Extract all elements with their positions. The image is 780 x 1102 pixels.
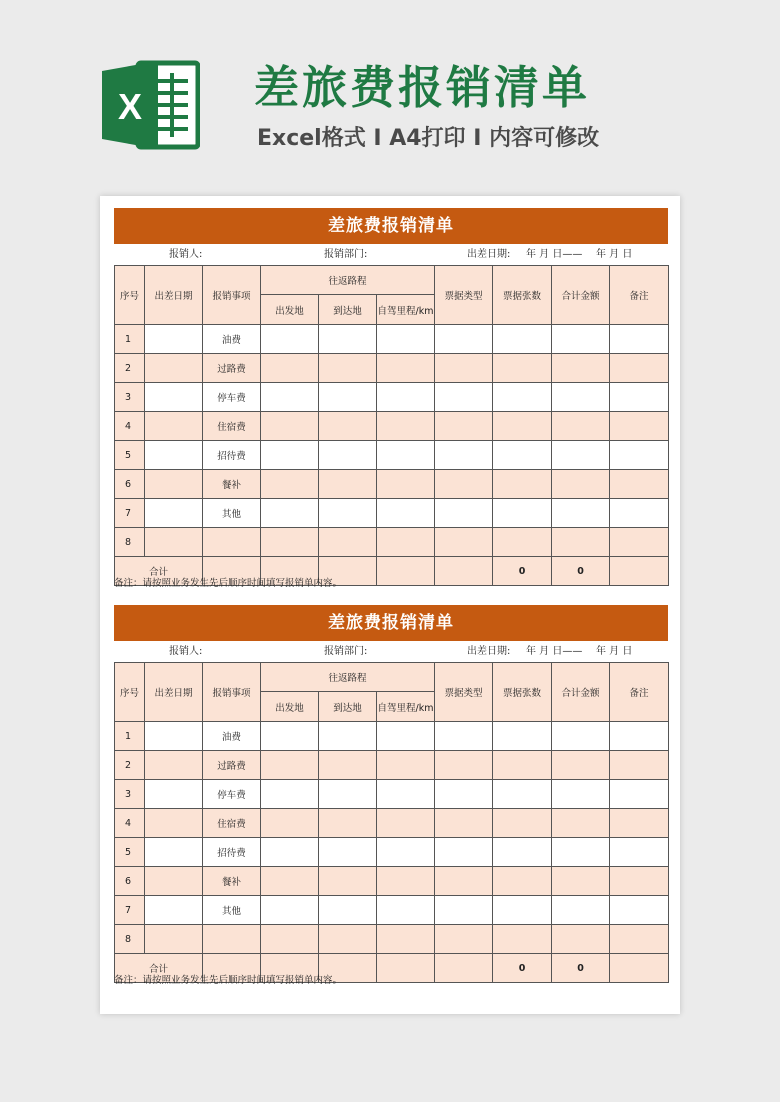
- row-input-cell[interactable]: [493, 722, 552, 751]
- row-input-cell[interactable]: [377, 412, 435, 441]
- row-input-cell[interactable]: [319, 867, 377, 896]
- row-input-cell[interactable]: [552, 925, 610, 954]
- row-item-cell: [203, 925, 261, 954]
- row-input-cell[interactable]: [319, 325, 377, 354]
- table-row: [115, 722, 669, 751]
- row-seq-cell: 6: [115, 867, 145, 896]
- page-title: 差旅费报销清单: [254, 61, 591, 114]
- row-input-cell[interactable]: [493, 470, 552, 499]
- table-row: [115, 528, 669, 557]
- row-input-cell[interactable]: [552, 499, 610, 528]
- row-input-cell[interactable]: [552, 867, 610, 896]
- row-input-cell[interactable]: [493, 441, 552, 470]
- sum-label: 合计: [115, 954, 203, 983]
- row-seq-cell: 8: [115, 528, 145, 557]
- row-input-cell[interactable]: [145, 896, 203, 925]
- row-input-cell[interactable]: [319, 412, 377, 441]
- table-row: [115, 325, 669, 354]
- row-input-cell[interactable]: [377, 499, 435, 528]
- row-input-cell[interactable]: [261, 838, 319, 867]
- row-item-cell: 过路费: [203, 354, 261, 383]
- row-input-cell[interactable]: [552, 780, 610, 809]
- row-input-cell[interactable]: [552, 809, 610, 838]
- row-input-cell[interactable]: [435, 470, 493, 499]
- row-input-cell[interactable]: [377, 751, 435, 780]
- row-input-cell[interactable]: [145, 383, 203, 412]
- row-input-cell[interactable]: [145, 780, 203, 809]
- row-input-cell[interactable]: [552, 528, 610, 557]
- row-input-cell[interactable]: [435, 499, 493, 528]
- row-item-cell: [203, 528, 261, 557]
- col-header-to: 到达地: [319, 692, 377, 722]
- row-input-cell[interactable]: [261, 499, 319, 528]
- row-input-cell[interactable]: [145, 722, 203, 751]
- col-header-remark: 备注: [610, 266, 669, 325]
- row-input-cell[interactable]: [261, 809, 319, 838]
- row-seq-cell: 7: [115, 896, 145, 925]
- row-input-cell[interactable]: [261, 383, 319, 412]
- row-input-cell[interactable]: [435, 896, 493, 925]
- row-input-cell[interactable]: [610, 838, 669, 867]
- row-input-cell[interactable]: [610, 528, 669, 557]
- row-input-cell[interactable]: [377, 325, 435, 354]
- row-input-cell[interactable]: [145, 751, 203, 780]
- table-row: [115, 383, 669, 412]
- row-input-cell[interactable]: [319, 809, 377, 838]
- row-input-cell[interactable]: [435, 441, 493, 470]
- row-input-cell[interactable]: [493, 499, 552, 528]
- form-info-row: [114, 244, 668, 266]
- row-item-cell: 油费: [203, 722, 261, 751]
- row-input-cell[interactable]: [610, 441, 669, 470]
- col-header-remark: 备注: [610, 663, 669, 722]
- col-header-ticket-count: 票据张数: [493, 266, 552, 325]
- row-input-cell[interactable]: [610, 751, 669, 780]
- table-row: [115, 354, 669, 383]
- col-header-ticket-type: 票据类型: [435, 663, 493, 722]
- table-row: [115, 780, 669, 809]
- row-input-cell[interactable]: [261, 354, 319, 383]
- row-input-cell[interactable]: [435, 780, 493, 809]
- row-seq-cell: 7: [115, 499, 145, 528]
- row-seq-cell: 3: [115, 383, 145, 412]
- row-input-cell[interactable]: [552, 354, 610, 383]
- date-to: 年 月 日: [596, 646, 633, 657]
- row-input-cell[interactable]: [145, 809, 203, 838]
- row-input-cell[interactable]: [145, 354, 203, 383]
- row-input-cell[interactable]: [261, 412, 319, 441]
- col-header-total: 合计金额: [552, 266, 610, 325]
- row-item-cell: 其他: [203, 499, 261, 528]
- row-input-cell[interactable]: [552, 722, 610, 751]
- sum-label: 合计: [115, 557, 203, 586]
- row-input-cell[interactable]: [610, 809, 669, 838]
- col-header-route: 往返路程: [261, 663, 435, 692]
- logo-letter: X: [117, 86, 143, 127]
- sum-ticket-count: 0: [493, 954, 552, 983]
- table-row: [115, 751, 669, 780]
- row-item-cell: 住宿费: [203, 412, 261, 441]
- table-row: [115, 499, 669, 528]
- col-header-from: 出发地: [261, 295, 319, 325]
- col-header-mileage: 自驾里程/km: [377, 295, 435, 325]
- row-input-cell[interactable]: [493, 751, 552, 780]
- sum-total-amount: 0: [552, 954, 610, 983]
- row-input-cell[interactable]: [261, 925, 319, 954]
- row-input-cell[interactable]: [261, 441, 319, 470]
- row-input-cell[interactable]: [493, 896, 552, 925]
- row-seq-cell: 1: [115, 722, 145, 751]
- row-input-cell[interactable]: [610, 780, 669, 809]
- page-subtitle: Excel格式 I A4打印 I 内容可修改: [257, 126, 600, 151]
- row-input-cell[interactable]: [610, 722, 669, 751]
- row-input-cell[interactable]: [552, 412, 610, 441]
- row-input-cell[interactable]: [319, 470, 377, 499]
- row-input-cell[interactable]: [377, 925, 435, 954]
- table-row: [115, 925, 669, 954]
- col-header-mileage: 自驾里程/km: [377, 692, 435, 722]
- row-input-cell[interactable]: [552, 751, 610, 780]
- date-from: 年 月 日——: [526, 646, 583, 657]
- excel-logo-icon: [100, 57, 200, 153]
- department-label: 报销部门:: [324, 249, 368, 260]
- col-header-total: 合计金额: [552, 663, 610, 722]
- table-row: [115, 809, 669, 838]
- row-input-cell[interactable]: [493, 867, 552, 896]
- row-input-cell[interactable]: [377, 722, 435, 751]
- col-header-item: 报销事项: [203, 266, 261, 325]
- row-item-cell: 过路费: [203, 751, 261, 780]
- row-input-cell[interactable]: [319, 722, 377, 751]
- row-item-cell: 餐补: [203, 867, 261, 896]
- row-input-cell[interactable]: [493, 809, 552, 838]
- row-input-cell[interactable]: [377, 838, 435, 867]
- row-input-cell[interactable]: [552, 441, 610, 470]
- row-seq-cell: 5: [115, 441, 145, 470]
- row-input-cell[interactable]: [261, 751, 319, 780]
- row-input-cell[interactable]: [552, 896, 610, 925]
- page-header: [0, 0, 780, 180]
- row-input-cell[interactable]: [145, 441, 203, 470]
- col-header-ticket-type: 票据类型: [435, 266, 493, 325]
- row-input-cell[interactable]: [493, 383, 552, 412]
- row-input-cell[interactable]: [377, 441, 435, 470]
- table-row: [115, 412, 669, 441]
- row-seq-cell: 2: [115, 751, 145, 780]
- row-item-cell: 招待费: [203, 838, 261, 867]
- row-input-cell[interactable]: [493, 780, 552, 809]
- row-seq-cell: 6: [115, 470, 145, 499]
- row-input-cell[interactable]: [435, 722, 493, 751]
- col-header-to: 到达地: [319, 295, 377, 325]
- row-item-cell: 招待费: [203, 441, 261, 470]
- row-input-cell[interactable]: [319, 499, 377, 528]
- row-input-cell[interactable]: [493, 925, 552, 954]
- expense-table: [114, 662, 669, 983]
- expense-table: [114, 265, 669, 586]
- row-item-cell: 油费: [203, 325, 261, 354]
- trip-date-label: 出差日期:: [467, 249, 511, 260]
- row-input-cell[interactable]: [145, 867, 203, 896]
- table-row: [115, 838, 669, 867]
- row-input-cell[interactable]: [261, 470, 319, 499]
- reporter-label: 报销人:: [169, 646, 203, 657]
- row-input-cell[interactable]: [435, 325, 493, 354]
- row-input-cell[interactable]: [319, 751, 377, 780]
- date-from: 年 月 日——: [526, 249, 583, 260]
- row-input-cell[interactable]: [319, 528, 377, 557]
- row-input-cell[interactable]: [493, 412, 552, 441]
- row-input-cell[interactable]: [610, 896, 669, 925]
- table-row: [115, 470, 669, 499]
- row-item-cell: 住宿费: [203, 809, 261, 838]
- row-input-cell[interactable]: [319, 383, 377, 412]
- row-input-cell[interactable]: [493, 325, 552, 354]
- row-item-cell: 其他: [203, 896, 261, 925]
- row-input-cell[interactable]: [552, 838, 610, 867]
- row-input-cell[interactable]: [435, 751, 493, 780]
- row-input-cell[interactable]: [610, 867, 669, 896]
- row-seq-cell: 1: [115, 325, 145, 354]
- sum-ticket-count: 0: [493, 557, 552, 586]
- row-input-cell[interactable]: [145, 325, 203, 354]
- row-input-cell[interactable]: [552, 383, 610, 412]
- col-header-date: 出差日期: [145, 266, 203, 325]
- row-input-cell[interactable]: [319, 354, 377, 383]
- form-title: 差旅费报销清单: [114, 605, 668, 641]
- row-item-cell: 餐补: [203, 470, 261, 499]
- row-input-cell[interactable]: [377, 780, 435, 809]
- row-input-cell[interactable]: [610, 354, 669, 383]
- row-input-cell[interactable]: [377, 809, 435, 838]
- row-input-cell[interactable]: [552, 470, 610, 499]
- row-input-cell[interactable]: [435, 528, 493, 557]
- row-input-cell[interactable]: [435, 925, 493, 954]
- sum-total-amount: 0: [552, 557, 610, 586]
- table-row: [115, 896, 669, 925]
- row-input-cell[interactable]: [261, 896, 319, 925]
- row-input-cell[interactable]: [610, 925, 669, 954]
- row-input-cell[interactable]: [319, 441, 377, 470]
- col-header-ticket-count: 票据张数: [493, 663, 552, 722]
- row-input-cell[interactable]: [145, 838, 203, 867]
- row-input-cell[interactable]: [435, 412, 493, 441]
- department-label: 报销部门:: [324, 646, 368, 657]
- row-seq-cell: 2: [115, 354, 145, 383]
- document-sheet: [100, 196, 680, 1014]
- date-to: 年 月 日: [596, 249, 633, 260]
- row-input-cell[interactable]: [377, 896, 435, 925]
- row-input-cell[interactable]: [319, 896, 377, 925]
- row-seq-cell: 4: [115, 809, 145, 838]
- row-input-cell[interactable]: [261, 528, 319, 557]
- row-input-cell[interactable]: [377, 528, 435, 557]
- row-input-cell[interactable]: [261, 867, 319, 896]
- col-header-from: 出发地: [261, 692, 319, 722]
- form-info-row: [114, 641, 668, 663]
- form-title: 差旅费报销清单: [114, 208, 668, 244]
- row-input-cell[interactable]: [435, 354, 493, 383]
- row-input-cell[interactable]: [610, 325, 669, 354]
- row-input-cell[interactable]: [145, 499, 203, 528]
- row-input-cell[interactable]: [261, 780, 319, 809]
- col-header-item: 报销事项: [203, 663, 261, 722]
- row-input-cell[interactable]: [493, 838, 552, 867]
- row-input-cell[interactable]: [377, 354, 435, 383]
- row-input-cell[interactable]: [319, 925, 377, 954]
- table-row: [115, 867, 669, 896]
- row-input-cell[interactable]: [377, 470, 435, 499]
- col-header-route: 往返路程: [261, 266, 435, 295]
- row-seq-cell: 3: [115, 780, 145, 809]
- row-input-cell[interactable]: [319, 780, 377, 809]
- row-input-cell[interactable]: [493, 528, 552, 557]
- col-header-date: 出差日期: [145, 663, 203, 722]
- row-input-cell[interactable]: [435, 809, 493, 838]
- row-input-cell[interactable]: [377, 867, 435, 896]
- row-input-cell[interactable]: [319, 838, 377, 867]
- row-seq-cell: 5: [115, 838, 145, 867]
- row-input-cell[interactable]: [610, 383, 669, 412]
- row-input-cell[interactable]: [261, 325, 319, 354]
- row-input-cell[interactable]: [261, 722, 319, 751]
- row-input-cell[interactable]: [610, 499, 669, 528]
- row-input-cell[interactable]: [610, 412, 669, 441]
- row-seq-cell: 4: [115, 412, 145, 441]
- row-item-cell: 停车费: [203, 780, 261, 809]
- row-input-cell[interactable]: [435, 838, 493, 867]
- row-input-cell[interactable]: [377, 383, 435, 412]
- row-seq-cell: 8: [115, 925, 145, 954]
- col-header-seq: 序号: [115, 266, 145, 325]
- table-row: [115, 441, 669, 470]
- form-note: 备注：请按照业务发生先后顺序时间填写报销单内容。: [114, 578, 343, 589]
- row-input-cell[interactable]: [145, 925, 203, 954]
- form-note: 备注：请按照业务发生先后顺序时间填写报销单内容。: [114, 975, 343, 986]
- row-input-cell[interactable]: [145, 470, 203, 499]
- row-input-cell[interactable]: [435, 867, 493, 896]
- row-item-cell: 停车费: [203, 383, 261, 412]
- row-input-cell[interactable]: [552, 325, 610, 354]
- row-input-cell[interactable]: [145, 528, 203, 557]
- reporter-label: 报销人:: [169, 249, 203, 260]
- row-input-cell[interactable]: [610, 470, 669, 499]
- row-input-cell[interactable]: [145, 412, 203, 441]
- col-header-seq: 序号: [115, 663, 145, 722]
- row-input-cell[interactable]: [493, 354, 552, 383]
- row-input-cell[interactable]: [435, 383, 493, 412]
- trip-date-label: 出差日期:: [467, 646, 511, 657]
